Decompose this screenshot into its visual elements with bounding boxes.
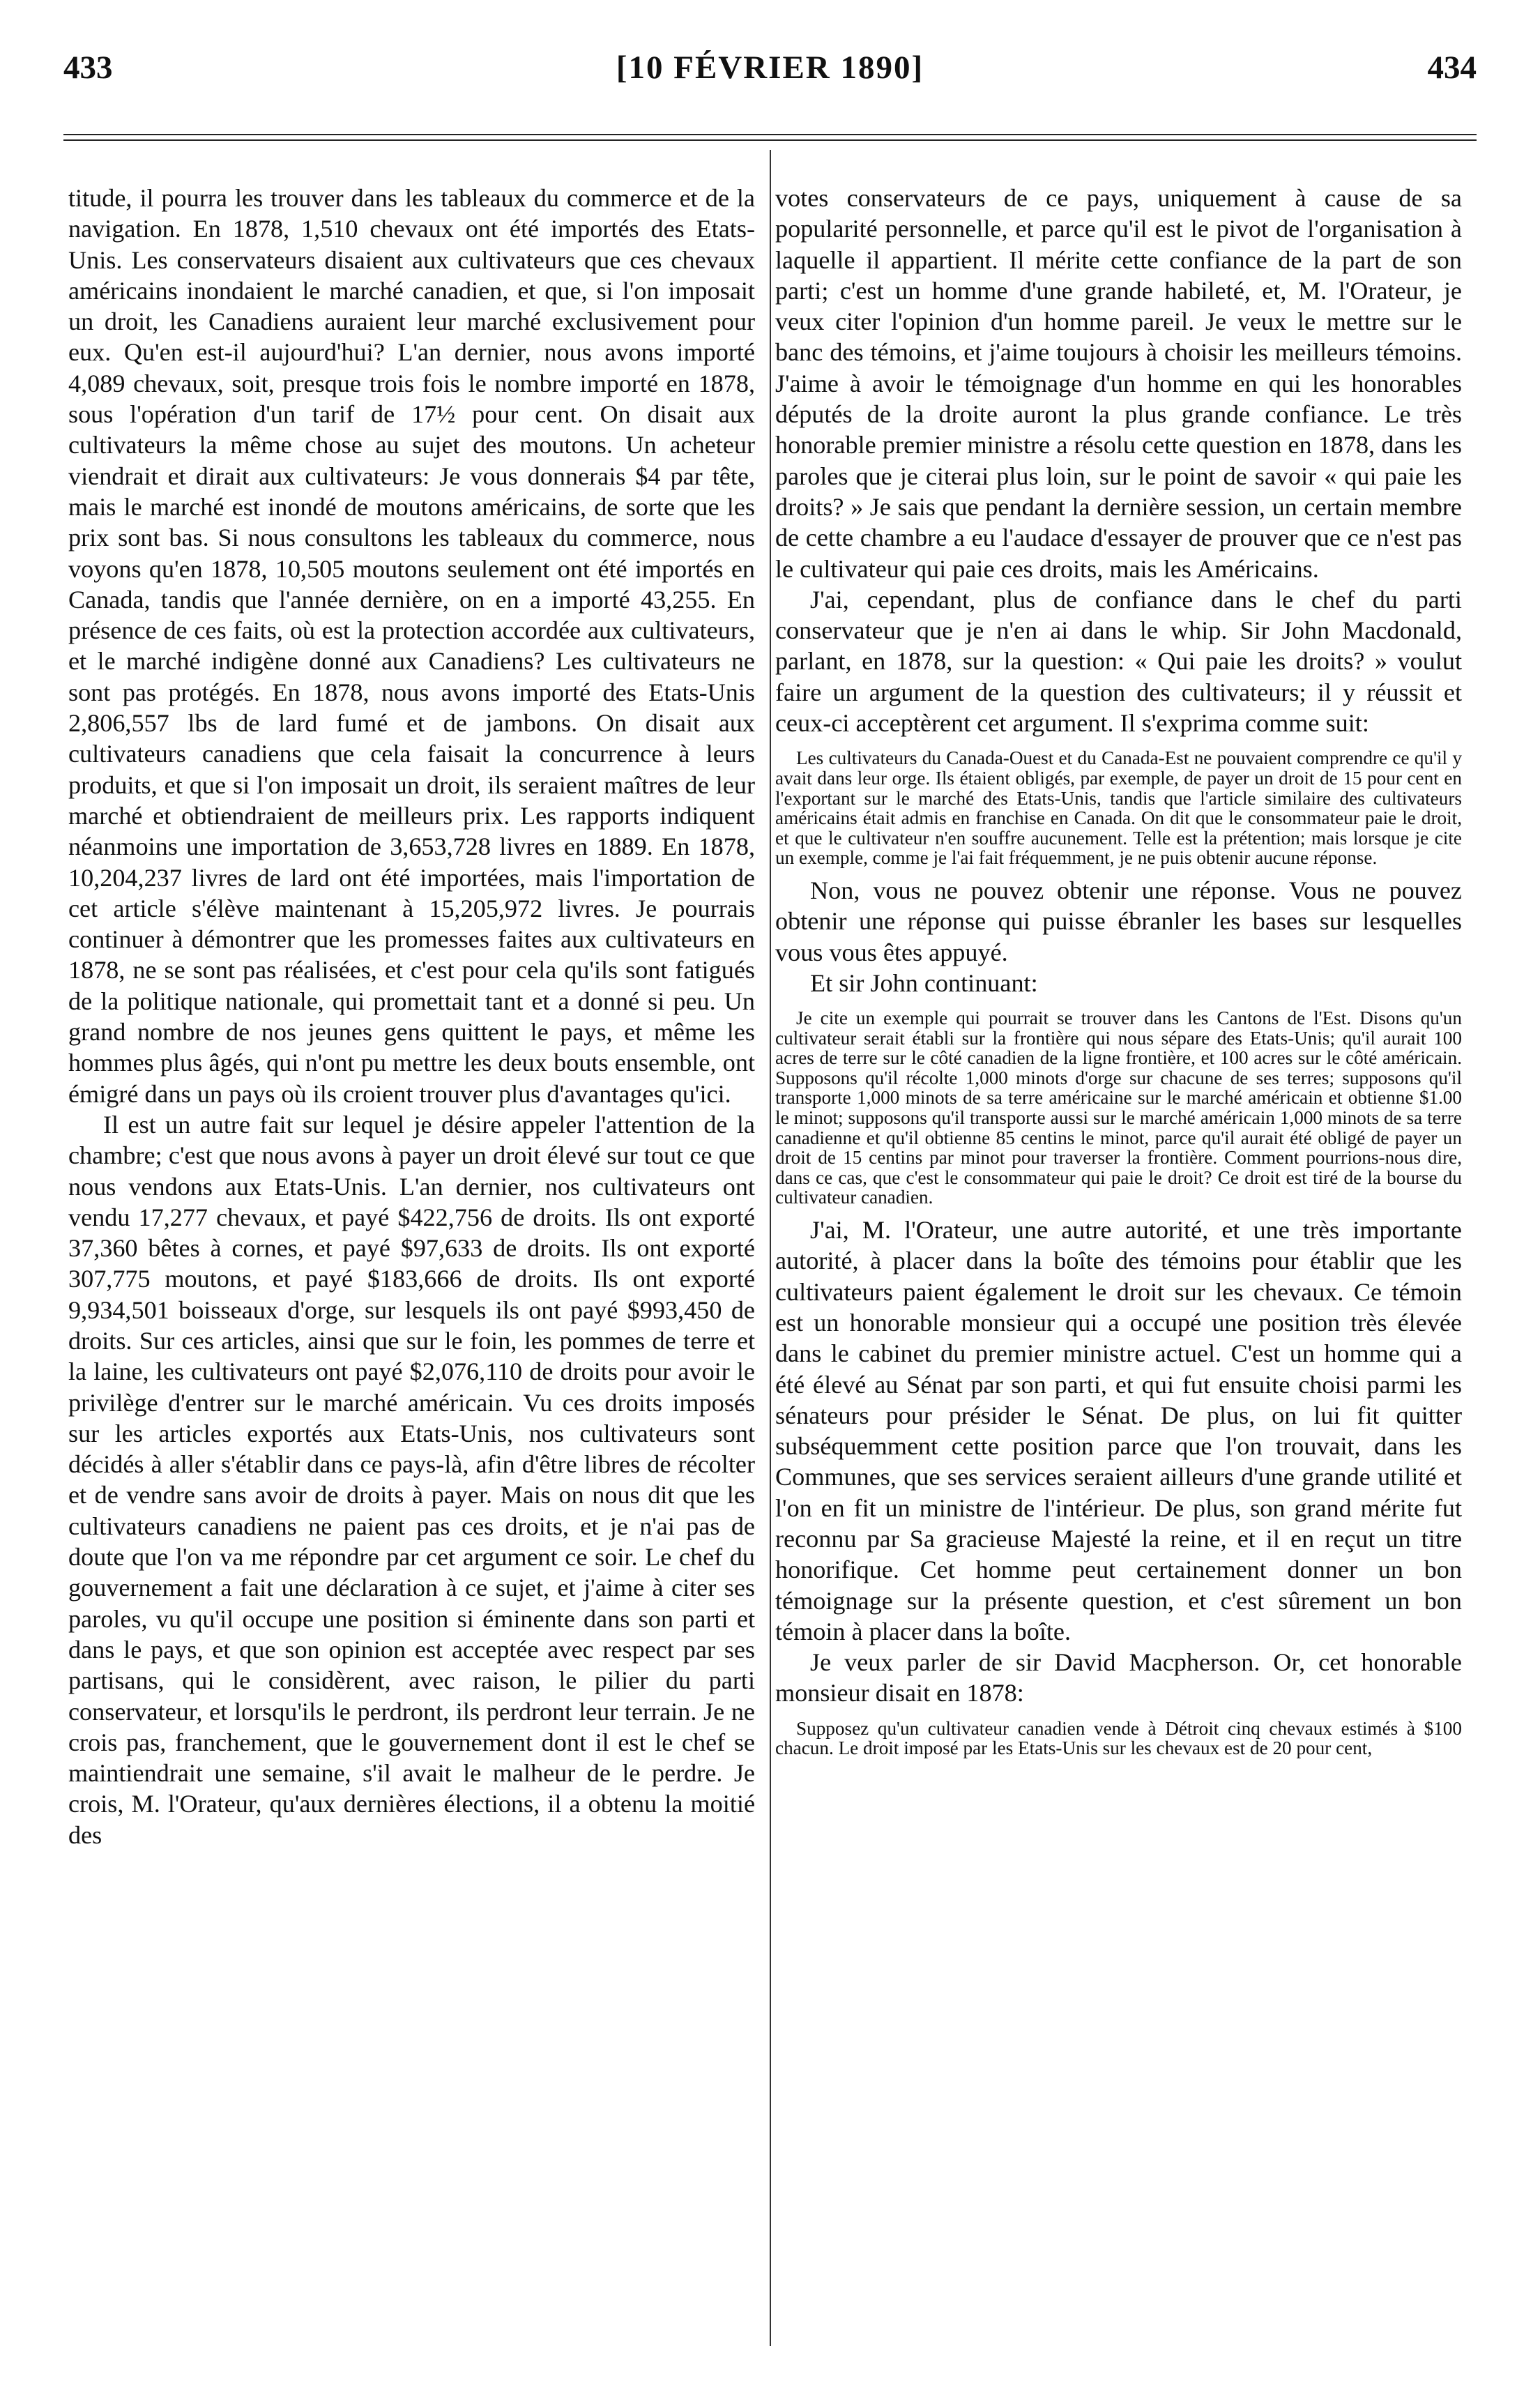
column-divider xyxy=(770,150,771,2346)
right-column xyxy=(775,183,1462,1765)
quotation: Supposez qu'un cultivateur canadien vende à Détroit cinq chevaux estimés à $100 chacun. Le droit imposé par les Etats-Unis sur les chevaux est de 20 pour cent, xyxy=(775,1717,1462,1759)
paragraph: Et sir John continuant: xyxy=(810,968,1038,997)
paragraph: votes conservateurs de ce pays, uniquement à cause de sa popularité personnelle, et parce qu'il est le pivot de l'organisation à laquelle il appartient. Il mérite cette confiance de la part de son parti; c'est un homme d'une grande habileté, et, M. l'Orateur, je veux citer l'opinion d'un homme pareil. Je veux le mettre sur le banc des témoins, et j'aime toujours à choisir les meilleurs témoins. J'aime à avoir le témoignage d'un homme en qui les honorables députés de la droite auront la plus grande confiance. Le très honorable premier ministre a résolu cette question en 1878, dans les paroles que je citerai plus loin, sur le point de savoir « qui paie les droits? » Je sais que pendant la dernière session, un certain membre de cette chambre a eu l'audace d'essayer de prouver que ce n'est pas le cultivateur qui paie ces droits, mais les Américains. xyxy=(775,184,1462,583)
page-number-left: 433 xyxy=(63,50,113,86)
quotation: Les cultivateurs du Canada-Ouest et du Canada-Est ne pouvaient comprendre ce qu'il y avait dans leur orge. Ils étaient obligés, par exemple, de payer un droit de 15 pour cent en l'exportant sur le marché des Etats-Unis, tandis que l'article similaire des cultivateurs américains était admis en franchise en Canada. On dit que le consommateur paie le droit, et que le cultivateur n'en souffre aucunement. Telle est la prétention; mais lorsque je cite un exemple, comme je l'ai fait fréquemment, je ne puis obtenir aucune réponse. xyxy=(775,747,1462,869)
paragraph: Il est un autre fait sur lequel je désire appeler l'attention de la chambre; c'est que nous avons à payer un droit élevé sur tout ce que nous vendons aux Etats-Unis. L'an dernier, nos cultivateurs ont vendu 17,277 chevaux, et payé $422,756 de droits. Ils ont exporté 37,360 bêtes à cornes, et payé $97,633 de droits. Ils ont exporté 307,775 moutons, et payé $183,666 de droits. Ils ont exporté 9,934,501 boisseaux d'orge, sur lesquels ils ont payé $993,450 de droits. Sur ces articles, ainsi que sur le foin, les pommes de terre et la laine, les cultivateurs ont payé $2,076,110 de droits pour avoir le privilège d'entrer sur le marché américain. Vu ces droits imposés sur les articles exportés aux Etats-Unis, nos cultivateurs sont décidés à aller s'établir dans ce pays-là, afin d'être libres de récolter et de vendre sans avoir de droits à payer. Mais on nous dit que les cultivateurs canadiens ne paient pas ces droits, et je n'ai pas de doute que l'on va me répondre par cet argument ce soir. Le chef du gouvernement a fait une déclaration à ce sujet, et j'aime à citer ses paroles, vu qu'il occupe une position si éminente dans son parti et dans le pays, et que son opinion est acceptée avec respect par ses partisans, qui le considèrent, avec raison, le pilier du parti conservateur, et lorsqu'ils le perdront, ils perdront leur terrain. Je ne crois pas, franchement, que le gouvernement dont il est le chef se maintiendrait une semaine, s'il avait le malheur de le perdre. Je crois, M. l'Orateur, qu'aux dernières élections, il a obtenu la moitié des xyxy=(68,1110,755,1849)
paragraph: titude, il pourra les trouver dans les tableaux du commerce et de la navigation. En 1878, 1,510 chevaux ont été importés des Etats-Unis. Les conservateurs disaient aux cultivateurs que ces chevaux américains inondaient le marché canadien, et que, si l'on imposait un droit, les Canadiens auraient leur marché exclusivement pour eux. Qu'en est-il aujourd'hui? L'an dernier, nous avons importé 4,089 chevaux, soit, presque trois fois le nombre importé en 1878, sous l'opération d'un tarif de 17½ pour cent. On disait aux cultivateurs la même chose au sujet des moutons. Un acheteur viendrait et dirait aux cultivateurs: Je vous donnerais $4 par tête, mais le marché est inondé de moutons américains, de sorte que les prix sont bas. Si nous consultons les tableaux du commerce, nous voyons qu'en 1878, 10,505 moutons seulement ont été importés en Canada, tandis que l'année dernière, on en a importé 43,255. En présence de ces faits, où est la protection accordée aux cultivateurs, et le marché indigène donné aux Canadiens? Les cultivateurs ne sont pas protégés. En 1878, nous avons importé des Etats-Unis 2,806,557 lbs de lard fumé et de jambons. On disait aux cultivateurs canadiens que cela faisait la concurrence à leurs produits, et que si l'on imposait un droit, ils seraient maîtres de leur marché et obtiendraient de meilleurs prix. Les rapports indiquent néanmoins une importation de 3,653,728 livres en 1889. En 1878, 10,204,237 livres de lard ont été importées, mais l'importation de cet article s'élève maintenant à 15,205,972 livres. Je pourrais continuer à démontrer que les promesses faites aux cultivateurs en 1878, ne se sont pas réalisées, et c'est pour cela qu'ils sont fatigués de la politique nationale, qui promettait tant et a donné si peu. Un grand nombre de nos jeunes gens quittent le pays, et même les hommes plus âgés, qui n'ont pu mettre les deux bouts ensemble, ont émigré dans un pays où ils croient trouver plus d'avantages qu'ici. xyxy=(68,184,755,1108)
paragraph: Je veux parler de sir David Macpherson. Or, cet honorable monsieur disait en 1878: xyxy=(775,1648,1462,1707)
quotation: Je cite un exemple qui pourrait se trouver dans les Cantons de l'Est. Disons qu'un cultivateur serait établi sur la frontière qui nous sépare des Etats-Unis; qu'il aurait 100 acres de terre sur le côté canadien de la ligne frontière, et 100 acres sur le côté américain. Supposons qu'il récolte 1,000 minots d'orge sur chacune de ses terres; supposons qu'il transporte 1,000 minots de sa terre américaine sur le marché américain et obtienne $1.00 le minot; supposons qu'il transporte aussi sur le marché américain 1,000 minots de sa terre canadienne et qu'il obtienne 85 centins le minot, parce qu'il aurait été obligé de payer un droit de 15 centins par minot pour traverser la frontière. Comment pourrions-nous dire, dans ce cas, que c'est le consommateur qui paie le droit? Ce droit est tiré de la bourse du cultivateur canadien. xyxy=(775,1007,1462,1208)
session-date: [10 FÉVRIER 1890] xyxy=(616,50,924,86)
paragraph: J'ai, cependant, plus de confiance dans le chef du parti conservateur que je n'en ai dans le whip. Sir John Macdonald, parlant, en 1878, sur la question: « Qui paie les droits? » voulut faire un argument de la question des cultivateurs; il y réussit et ceux-ci acceptèrent cet argument. Il s'exprima comme suit: xyxy=(775,585,1462,738)
page-header xyxy=(0,49,1540,105)
page-number-right: 434 xyxy=(1427,50,1477,86)
paragraph: J'ai, M. l'Orateur, une autre autorité, et une très importante autorité, à placer dans la boîte des témoins pour établir que les cultivateurs paient également le droit sur les chevaux. Ce témoin est un honorable monsieur qui a occupé une position très élevée dans le cabinet du premier ministre actuel. C'est un homme qui a été élevé au Sénat par son parti, et qui fut ensuite choisi parmi les sénateurs pour présider le Sénat. De plus, on lui fit quitter subséquemment cette position parce que l'on trouvait, dans les Communes, que ses services seraient ailleurs d'une grande utilité et l'on en fit un ministre de l'intérieur. De plus, son grand mérite fut reconnu par Sa gracieuse Majesté la reine, et il en reçut un titre honorifique. Cet homme peut certainement donner un bon témoignage sur la présente question, et c'est sûrement un bon témoin à placer dans la boîte. xyxy=(775,1216,1462,1645)
left-column xyxy=(68,183,755,1850)
paragraph: Non, vous ne pouvez obtenir une réponse. Vous ne pouvez obtenir une réponse qui puisse ébranler les bases sur lesquelles vous vous êtes appuyé. xyxy=(775,876,1462,966)
header-rule-bottom xyxy=(63,139,1477,141)
header-rule-top xyxy=(63,134,1477,135)
